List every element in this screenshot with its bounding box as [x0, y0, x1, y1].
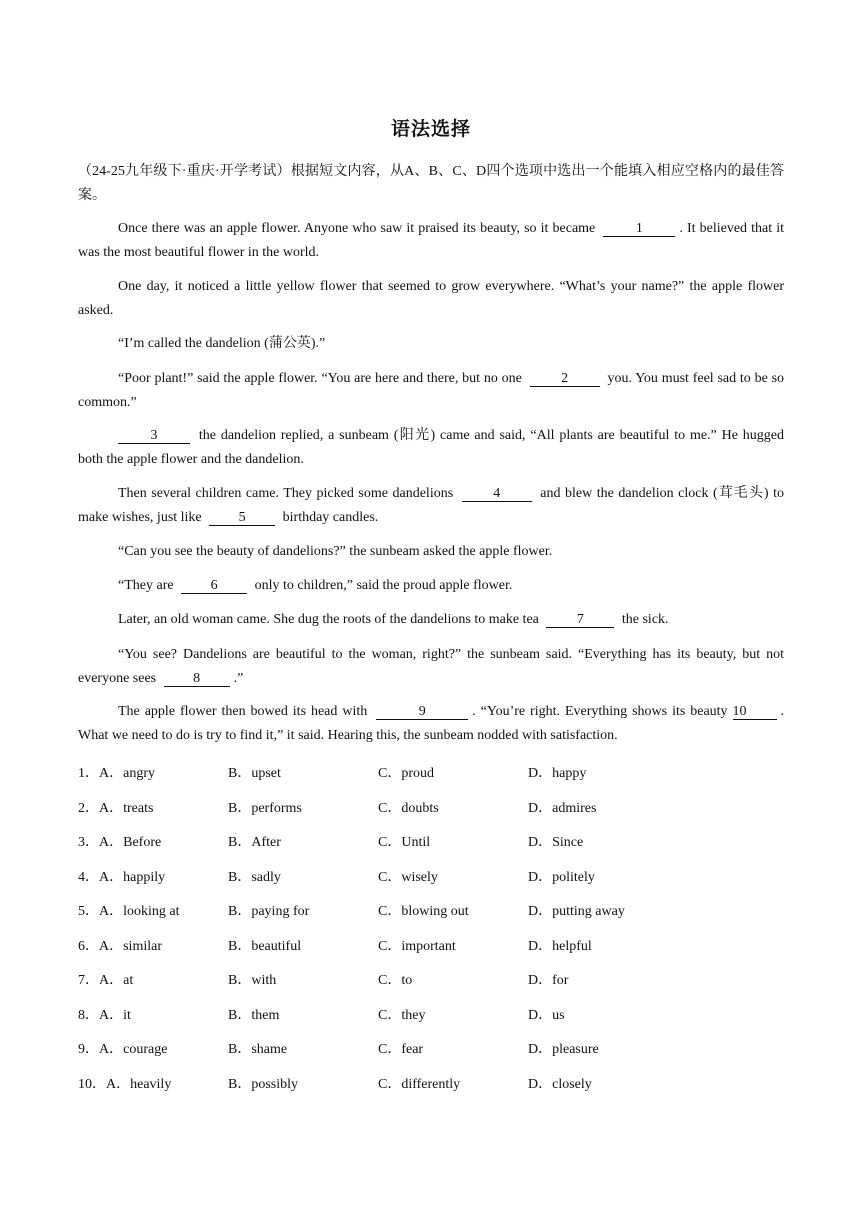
- option-b[interactable]: B．shame: [228, 1042, 288, 1057]
- option-text: A．angry: [99, 766, 155, 781]
- question-number: 4．: [78, 869, 99, 885]
- passage-paragraph-11: [78, 700, 784, 747]
- passage-paragraph-5: [78, 424, 784, 471]
- option-d[interactable]: D．putting away: [528, 904, 625, 919]
- paragraph-text: “Poor plant!” said the apple flower. “You are here and there, but no one: [118, 371, 522, 386]
- option-c[interactable]: C．important: [378, 938, 456, 954]
- instructions: （24-25九年级下·重庆·开学考试）根据短文内容，从A、B、C、D四个选项中选出一个能填入相应空格内的最佳答案。: [78, 164, 784, 203]
- blank-2: 2: [530, 371, 600, 387]
- paragraph-text: The apple flower then bowed its head with: [118, 704, 368, 719]
- option-c[interactable]: C．doubts: [378, 800, 439, 816]
- question-row: [78, 896, 784, 931]
- passage-paragraph-9: [78, 608, 784, 632]
- option-a[interactable]: [78, 935, 162, 955]
- option-d[interactable]: D．Since: [528, 835, 584, 850]
- paragraph-text: . “You’re right. Everything shows its beauty: [472, 704, 728, 719]
- blank-8: 8: [164, 671, 230, 687]
- blank-5: 5: [209, 510, 275, 526]
- question-number: 6．: [78, 938, 99, 954]
- paragraph-text: “They are: [118, 578, 174, 593]
- option-text: A．similar: [99, 938, 162, 954]
- question-row: [78, 793, 784, 828]
- page-title: 语法选择: [390, 118, 471, 140]
- option-b[interactable]: B．sadly: [228, 869, 281, 885]
- paragraph-text: .”: [233, 670, 244, 686]
- blank-10: 10: [733, 704, 777, 720]
- passage-paragraph-8: [78, 574, 784, 598]
- paragraph-text: Later, an old woman came. She dug the roots of the dandelions to make tea: [118, 612, 539, 627]
- paragraph-text: “You see? Dandelions are beautiful to the woman, right?” the sunbeam said. “Everything has its beauty, but not everyone sees: [78, 647, 784, 686]
- option-c[interactable]: C．Until: [378, 835, 431, 850]
- option-c[interactable]: C．wisely: [378, 869, 438, 885]
- question-row: [78, 758, 784, 793]
- option-b[interactable]: B．them: [228, 1007, 280, 1023]
- question-row: [78, 1034, 784, 1069]
- option-a[interactable]: [78, 1004, 131, 1024]
- question-number: 5．: [78, 904, 99, 919]
- question-number: 8．: [78, 1007, 99, 1023]
- option-text: A．looking at: [99, 904, 180, 919]
- paragraph-text: . It believed that it was the most beautiful flower in the world.: [78, 221, 785, 260]
- question-number: 7．: [78, 973, 99, 988]
- question-row: [78, 965, 784, 1000]
- paragraph-text: Once there was an apple flower. Anyone who saw it praised its beauty, so it became: [118, 221, 596, 236]
- question-row: [78, 862, 784, 897]
- passage-paragraph-2: One day, it noticed a little yellow flower that seemed to grow everywhere. “What’s your name?” the apple flower asked.: [78, 279, 784, 318]
- option-text: A．Before: [99, 835, 162, 850]
- option-text: A．at: [99, 973, 134, 988]
- option-text: A．heavily: [106, 1076, 172, 1092]
- passage-paragraph-10: [78, 643, 784, 690]
- blank-6: 6: [181, 578, 247, 594]
- blank-7: 7: [546, 612, 614, 628]
- option-b[interactable]: B．After: [228, 835, 281, 850]
- option-d[interactable]: D．for: [528, 973, 569, 988]
- passage-paragraph-6: [78, 482, 784, 529]
- question-row: [78, 1000, 784, 1035]
- question-number: 2．: [78, 800, 99, 816]
- option-d[interactable]: D．closely: [528, 1076, 592, 1092]
- option-c[interactable]: C．they: [378, 1007, 426, 1023]
- option-c[interactable]: C．proud: [378, 766, 434, 781]
- question-row: [78, 931, 784, 966]
- question-row: [78, 827, 784, 862]
- question-row: [78, 1069, 784, 1104]
- question-number: 3．: [78, 835, 99, 850]
- question-number: 1．: [78, 766, 99, 781]
- paragraph-text: . What we need to do is try to find it,” it said. Hearing this, the sunbeam nodded with satisfaction.: [78, 704, 785, 743]
- paragraph-text: only to children,” said the proud apple flower.: [254, 578, 513, 593]
- blank-3: 3: [118, 428, 190, 444]
- option-c[interactable]: C．blowing out: [378, 904, 469, 919]
- option-c[interactable]: C．fear: [378, 1042, 424, 1057]
- paragraph-text: birthday candles.: [282, 509, 379, 525]
- option-a[interactable]: [78, 1038, 167, 1058]
- option-text: A．treats: [99, 800, 154, 816]
- option-d[interactable]: D．us: [528, 1007, 565, 1023]
- option-b[interactable]: B．paying for: [228, 904, 310, 919]
- option-d[interactable]: D．helpful: [528, 938, 592, 954]
- option-c[interactable]: C．to: [378, 973, 413, 988]
- option-b[interactable]: B．with: [228, 973, 277, 988]
- option-c[interactable]: C．differently: [378, 1076, 461, 1092]
- paragraph-text: you. You must feel sad to be so common.”: [78, 371, 785, 410]
- answer-options: [78, 758, 784, 1103]
- paragraph-text: and blew the dandelion clock (茸毛头) to make wishes, just like: [78, 486, 784, 525]
- passage-paragraph-3: “I’m called the dandelion (蒲公英).”: [118, 336, 326, 351]
- option-a[interactable]: [78, 831, 161, 851]
- option-b[interactable]: B．beautiful: [228, 938, 302, 954]
- blank-1: 1: [603, 221, 675, 237]
- blank-4: 4: [462, 486, 532, 502]
- option-d[interactable]: D．happy: [528, 766, 587, 781]
- option-a[interactable]: [78, 900, 180, 920]
- option-text: A．courage: [99, 1042, 168, 1057]
- question-number: 10．: [78, 1076, 106, 1092]
- paragraph-text: Then several children came. They picked some dandelions: [118, 486, 454, 501]
- option-b[interactable]: B．upset: [228, 766, 281, 781]
- option-d[interactable]: D．pleasure: [528, 1042, 599, 1057]
- passage-paragraph-7: “Can you see the beauty of dandelions?” the sunbeam asked the apple flower.: [118, 544, 553, 559]
- option-a[interactable]: [78, 1073, 171, 1093]
- option-a[interactable]: [78, 797, 153, 817]
- option-a[interactable]: [78, 969, 133, 989]
- option-b[interactable]: B．performs: [228, 800, 302, 816]
- paragraph-text: the dandelion replied, a sunbeam (阳光) came and said, “All plants are beautiful to me.” He hugged both the apple flower and the dandelion.: [78, 428, 785, 467]
- option-text: A．happily: [99, 869, 166, 885]
- passage-paragraph-4: [78, 367, 784, 414]
- option-d[interactable]: D．admires: [528, 800, 597, 816]
- option-b[interactable]: B．possibly: [228, 1076, 299, 1092]
- option-a[interactable]: [78, 866, 165, 886]
- option-text: A．it: [99, 1007, 131, 1023]
- blank-9: 9: [376, 704, 468, 720]
- option-a[interactable]: [78, 762, 155, 782]
- paragraph-text: the sick.: [621, 612, 669, 627]
- option-d[interactable]: D．politely: [528, 869, 595, 885]
- passage-paragraph-1: [78, 217, 784, 264]
- question-number: 9．: [78, 1042, 99, 1057]
